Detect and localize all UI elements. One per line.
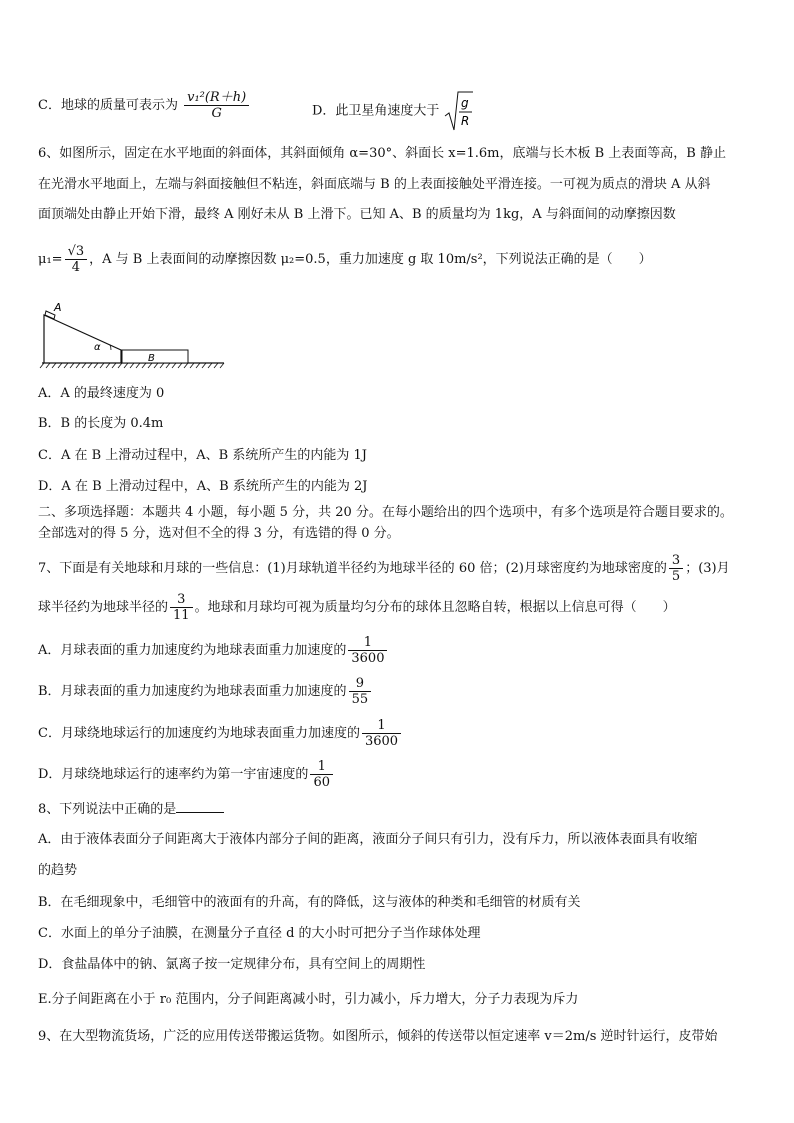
ground-hatch [40, 363, 224, 368]
radical-sign-icon [444, 90, 474, 132]
q7-option-c-den: 3600 [364, 734, 399, 749]
board-b [122, 350, 188, 363]
q7-option-b-fraction [349, 676, 372, 707]
q7-frac2 [170, 592, 193, 623]
incline-body [44, 315, 121, 363]
q7-frac1 [669, 553, 683, 584]
q6-line3: 面顶端处由静止开始下滑，最终 A 刚好未从 B 上滑下。已知 A、B 的质量均为 1kg，A 与斜面间的动摩擦因数 [38, 207, 676, 222]
q7-option-a-num: 1 [348, 635, 387, 651]
q9-line1: 9、在大型物流货场，广泛的应用传送带搬运货物。如图所示，倾斜的传送带以恒定速率 v＝2m/s 逆时针运行，皮带始 [38, 1029, 718, 1044]
q5-option-d [312, 90, 764, 132]
q7-line1-prefix: 7、下面是有关地球和月球的一些信息：(1)月球轨道半径约为地球半径的 60 倍；(2)月球密度约为地球密度的 [38, 561, 667, 576]
q5-option-d-sqrt [444, 90, 474, 132]
q6-mu1-num: √3 [65, 244, 88, 260]
q5-option-c-prefix: C．地球的质量可表示为 [38, 98, 178, 113]
q8-stem-text: 8、下列说法中正确的是 [38, 802, 177, 817]
q6-mu1-fraction [65, 244, 88, 275]
q6-line1: 6、如图所示，固定在水平地面的斜面体，其斜面倾角 α=30°、斜面长 x=1.6m，底端与长木板 B 上表面等高，B 静止 [38, 146, 726, 161]
q7-option-b-num: 9 [349, 676, 372, 692]
q7-frac1-num: 3 [669, 553, 683, 569]
q7-option-d-fraction [310, 759, 333, 790]
q7-option-d-text: D．月球绕地球运行的速率约为第一宇宙速度的 [38, 767, 309, 782]
q6-line4 [38, 244, 764, 275]
q7-frac1-den: 5 [671, 569, 681, 584]
q5-option-d-num: g [460, 96, 469, 110]
label-b: B [148, 353, 155, 364]
q6-option-c: C．A 在 B 上滑动过程中，A、B 系统所产生的内能为 1J [38, 448, 367, 463]
q7-option-c [38, 718, 764, 749]
q7-option-d-den: 60 [313, 775, 330, 790]
q7-option-a-den: 3600 [351, 651, 385, 666]
q7-line1-suffix: ；(3)月 [685, 561, 730, 576]
q6-line2: 在光滑水平地面上，左端与斜面接触但不粘连，斜面底端与 B 的上表面接触处平滑连接。一可视为质点的滑块 A 从斜 [38, 177, 711, 192]
q5-option-d-prefix: D．此卫星角速度大于 [312, 103, 440, 119]
label-a: A [54, 301, 62, 314]
q8-option-b: B．在毛细现象中，毛细管中的液面有的升高，有的降低，这与液体的种类和毛细管的材质有关 [38, 895, 581, 910]
label-alpha: α [94, 342, 101, 353]
q5-option-c-fraction [184, 90, 249, 121]
q8-option-c: C．水面上的单分子油膜，在测量分子直径 d 的大小时可把分子当作球体处理 [38, 926, 481, 941]
answer-blank [176, 800, 224, 813]
q7-option-a-text: A．月球表面的重力加速度约为地球表面重力加速度的 [38, 643, 347, 658]
q6-option-d: D．A 在 B 上滑动过程中，A、B 系统所产生的内能为 2J [38, 479, 368, 494]
q7-option-b-text: B．月球表面的重力加速度约为地球表面重力加速度的 [38, 684, 347, 699]
q7-option-d-num: 1 [310, 759, 333, 775]
section2-line2: 全部选对的得 5 分，选对但不全的得 3 分，有选错的得 0 分。 [38, 526, 400, 541]
q7-option-b [38, 676, 764, 707]
q8-option-d: D．食盐晶体中的钠、氯离子按一定规律分布，具有空间上的周期性 [38, 957, 426, 972]
section2-line1: 二、多项选择题：本题共 4 小题，每小题 5 分，共 20 分。在每小题给出的四个选项中，有多个选项是符合题目要求的。 [38, 505, 733, 520]
q7-line2 [38, 592, 764, 623]
q6-mu1-label: μ₁= [38, 252, 63, 267]
q5-option-c-den: G [211, 106, 222, 121]
q7-option-a-fraction [348, 635, 387, 666]
q7-option-c-fraction [362, 718, 401, 749]
q7-option-c-text: C．月球绕地球运行的加速度约为地球表面重力加速度的 [38, 726, 360, 741]
q7-line2-prefix: 球半径约为地球半径的 [38, 600, 169, 615]
q6-line4-rest: ，A 与 B 上表面间的动摩擦因数 μ₂=0.5，重力加速度 g 取 10m/s²，下列说法正确的是（ ） [89, 252, 652, 267]
q8-option-a-line1: A．由于液体表面分子间距离大于液体内部分子间的距离，液面分子间只有引力，没有斥力，所以液体表面具有收缩 [38, 832, 698, 847]
q7-option-d [38, 759, 764, 790]
q6-option-b: B．B 的长度为 0.4m [38, 416, 164, 431]
q7-frac2-num: 3 [170, 592, 193, 608]
q8-option-e: E.分子间距离在小于 r₀ 范围内，分子间距离减小时，引力减小，斥力增大，分子力表现为斥力 [38, 992, 579, 1007]
q6-option-a: A．A 的最终速度为 0 [38, 386, 165, 401]
q7-frac2-den: 11 [173, 608, 190, 623]
q5-option-c-num: v₁²(R＋h) [184, 90, 249, 106]
incline-figure [36, 300, 236, 370]
q6-mu1-den: 4 [71, 260, 80, 275]
q7-option-a [38, 635, 764, 666]
q8-stem [38, 800, 764, 820]
q7-option-b-den: 55 [351, 692, 369, 707]
q7-option-c-num: 1 [362, 718, 401, 734]
q7-line1 [38, 553, 764, 584]
q7-line2-suffix: 。地球和月球均可视为质量均匀分布的球体且忽略自转，根据以上信息可得（ ） [194, 600, 676, 615]
q8-option-a-line2: 的趋势 [38, 863, 78, 878]
q5-option-d-den: R [460, 114, 469, 128]
